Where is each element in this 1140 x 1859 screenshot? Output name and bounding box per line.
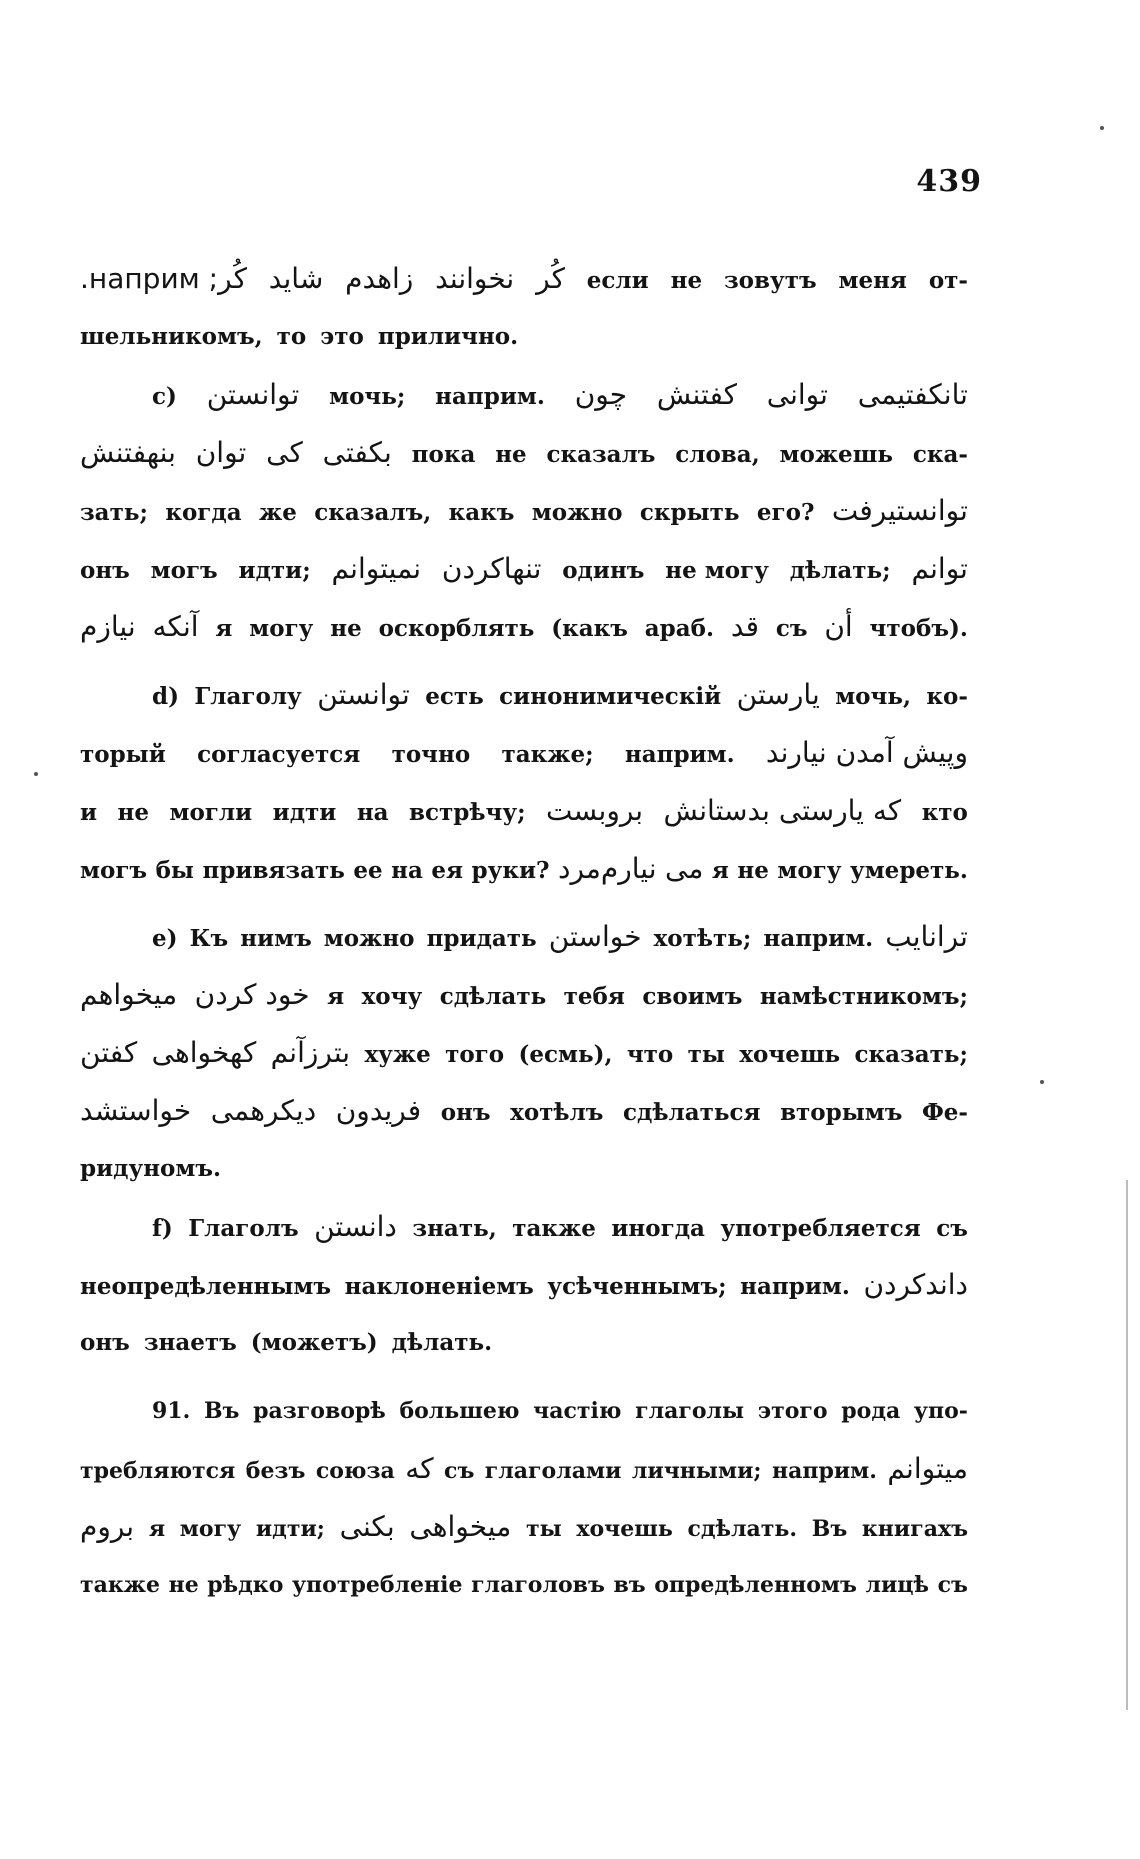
word: c)	[152, 383, 177, 410]
text-line	[80, 1140, 968, 1198]
word: мочь;	[329, 383, 406, 410]
word: хуже	[364, 1041, 431, 1068]
word: чтобъ).	[869, 615, 968, 642]
word: идти;	[238, 557, 311, 584]
word: не	[495, 441, 527, 468]
persian-word: کی	[266, 436, 303, 469]
word: руки?	[471, 857, 550, 884]
word: союза	[315, 1458, 395, 1484]
word: могу	[179, 1516, 242, 1542]
persian-word: که	[405, 1452, 434, 1485]
word: одинъ	[562, 557, 645, 584]
word: сказалъ	[546, 441, 656, 468]
word: на	[391, 857, 423, 884]
text-line	[80, 1198, 968, 1256]
word: я	[148, 1516, 166, 1542]
word: рода	[841, 1398, 901, 1424]
word: синонимическій	[499, 683, 722, 710]
word: не	[168, 1572, 199, 1598]
persian-word: بکفتی	[322, 436, 392, 469]
word: f)	[152, 1215, 173, 1242]
word: дѣлать.	[391, 1329, 493, 1356]
text-line	[80, 250, 968, 308]
persian-word: خواستن	[548, 920, 642, 953]
persian-word: ترانایب	[885, 920, 968, 953]
text-line	[80, 782, 968, 840]
word: наприм.	[771, 1458, 877, 1484]
persian-word: می	[665, 852, 704, 885]
word: встрѣчу;	[409, 799, 526, 826]
word: умереть.	[849, 857, 968, 884]
persian-word: وپیش آمدن نیارند	[765, 736, 968, 769]
persian-word: توانم	[911, 552, 968, 585]
persian-word: چون	[574, 378, 628, 411]
body-text	[80, 250, 968, 1614]
text-line	[80, 1082, 968, 1140]
text-line	[80, 366, 968, 424]
persian-word: تنهاکردن	[441, 552, 542, 585]
persian-word: کهخواهی	[151, 1036, 257, 1069]
word: требляются	[80, 1458, 236, 1484]
text-line	[80, 598, 968, 656]
word: можно	[531, 499, 623, 526]
word: съ	[936, 1215, 968, 1242]
text-line	[80, 308, 968, 366]
word: могъ	[80, 857, 148, 884]
word: какъ	[448, 499, 515, 526]
word: хотѣлъ	[510, 1099, 604, 1126]
word: не	[737, 857, 769, 884]
word: меня	[838, 267, 907, 294]
word: от-	[928, 267, 968, 294]
word: ридуномъ.	[80, 1155, 221, 1182]
persian-word: کُر	[536, 262, 565, 295]
word: неопредѣленнымъ	[80, 1273, 332, 1300]
word: то	[276, 323, 307, 350]
word: сказалъ,	[314, 499, 432, 526]
word: тебя	[563, 983, 625, 1010]
persian-word: فریدون	[335, 1094, 422, 1127]
text-line	[80, 424, 968, 482]
word: кто	[921, 799, 968, 826]
text-line	[80, 840, 968, 898]
word: бы	[155, 857, 194, 884]
word: могли	[169, 799, 253, 826]
word: онъ	[80, 1329, 130, 1356]
word: пока	[411, 441, 476, 468]
word: d)	[152, 683, 179, 710]
persian-word: میتوانم	[887, 1452, 968, 1485]
persian-word: کُر; наприм.	[80, 262, 247, 295]
word: что	[626, 1041, 674, 1068]
text-line	[80, 1314, 968, 1372]
word: также	[80, 1572, 160, 1598]
word: торый	[80, 741, 166, 768]
word: на	[356, 799, 389, 826]
word: Къ	[189, 925, 229, 952]
persian-word: یارستن	[736, 678, 820, 711]
word: араб.	[644, 615, 715, 642]
word: ты	[687, 1041, 725, 1068]
word: мочь,	[835, 683, 911, 710]
word: разговорѣ	[253, 1398, 386, 1424]
word: Глаголу	[194, 683, 302, 710]
word: есть	[425, 683, 484, 710]
word: это	[320, 323, 364, 350]
word: дѣлать;	[789, 557, 891, 584]
text-line	[80, 1556, 968, 1614]
word: наприм.	[740, 1273, 850, 1300]
persian-word: بروم	[80, 1510, 135, 1543]
word: я	[327, 983, 345, 1010]
persian-word: توان	[195, 436, 247, 469]
word: не	[670, 267, 703, 294]
persian-word: نخوانند	[435, 262, 515, 295]
persian-word: تانکفتیمی	[857, 378, 968, 411]
persian-word: کفتنش	[656, 378, 737, 411]
persian-word: زاهدم	[345, 262, 414, 295]
word: книгахъ	[861, 1516, 968, 1542]
text-line	[80, 724, 968, 782]
page-number: 439	[916, 164, 982, 199]
word: привязать	[202, 857, 345, 884]
persian-word: که یارستی بدستانش	[663, 794, 902, 827]
word: можно	[323, 925, 415, 952]
text-line	[80, 482, 968, 540]
persian-word: شاید	[268, 262, 324, 295]
text-line	[80, 540, 968, 598]
persian-word: داندکردن	[863, 1268, 968, 1301]
word: ска-	[912, 441, 968, 468]
word: наприм.	[763, 925, 874, 952]
word: хотѣть;	[653, 925, 752, 952]
word: не могу	[665, 557, 769, 584]
word: если	[586, 267, 649, 294]
text-line	[80, 966, 968, 1024]
persian-word: خواستشد	[80, 1094, 192, 1127]
persian-word: أن	[824, 610, 853, 643]
word: e)	[152, 925, 178, 952]
persian-word: توانستن	[317, 678, 410, 711]
persian-word: میخواهم	[80, 978, 178, 1011]
persian-word: کفتن	[80, 1036, 138, 1069]
persian-word: توانی	[766, 378, 828, 411]
word: зать;	[80, 499, 148, 526]
text-line	[80, 666, 968, 724]
page-edge-shadow	[1126, 1180, 1128, 1710]
word: прилично.	[377, 323, 519, 350]
word: могъ	[150, 557, 218, 584]
word: онъ	[80, 557, 130, 584]
word: сдѣлаться	[623, 1099, 761, 1126]
persian-word: خود کردن	[194, 978, 310, 1011]
word: своимъ	[642, 983, 743, 1010]
word: хочешь	[576, 1516, 673, 1542]
word: также;	[501, 741, 594, 768]
word: хочешь	[739, 1041, 841, 1068]
word: Глаголъ	[188, 1215, 299, 1242]
word: Въ	[811, 1516, 848, 1542]
word: личными;	[631, 1458, 762, 1484]
word: можешь	[779, 441, 894, 468]
word: того	[445, 1041, 505, 1068]
word: ты	[525, 1516, 562, 1542]
word: ко-	[926, 683, 968, 710]
word: же	[259, 499, 297, 526]
word: лицѣ	[865, 1572, 930, 1598]
word: точно	[391, 741, 471, 768]
word: онъ	[440, 1099, 491, 1126]
word: сказать;	[854, 1041, 968, 1068]
word: скрыть	[639, 499, 740, 526]
word: употребленіе	[291, 1572, 463, 1598]
word: безъ	[245, 1458, 306, 1484]
word: Фе-	[921, 1099, 968, 1126]
word: (можетъ)	[250, 1329, 378, 1356]
text-line	[80, 908, 968, 966]
persian-word: میخواهی	[409, 1510, 512, 1543]
word: слова,	[675, 441, 760, 468]
persian-word: دیکرهمی	[210, 1094, 317, 1127]
word: съ	[775, 615, 808, 642]
word: этого	[757, 1398, 828, 1424]
persian-word: بروبست	[546, 794, 644, 827]
word: частію	[533, 1398, 622, 1424]
word: наклоненіемъ	[344, 1273, 534, 1300]
word: съ	[937, 1572, 968, 1598]
persian-word: آنکه	[152, 610, 199, 643]
word: опредѣленномъ	[654, 1572, 857, 1598]
word: вторымъ	[780, 1099, 903, 1126]
word: ее	[353, 857, 383, 884]
word: усѣченнымъ;	[547, 1273, 727, 1300]
text-line	[80, 1440, 968, 1498]
word: нимъ	[240, 925, 312, 952]
word: могу	[249, 615, 314, 642]
persian-word: بنهفتنش	[80, 436, 176, 469]
word: сдѣлать	[439, 983, 547, 1010]
persian-word: نمیتوانم	[331, 552, 422, 585]
word: идти;	[255, 1516, 325, 1542]
word: и	[80, 799, 98, 826]
word: глаголы	[635, 1398, 745, 1424]
word: его?	[756, 499, 815, 526]
word: употребляется	[720, 1215, 921, 1242]
word: сдѣлать.	[687, 1516, 798, 1542]
word: оскорблять	[378, 615, 535, 642]
text-line	[80, 1382, 968, 1440]
word: съ	[444, 1458, 475, 1484]
word: наприм.	[435, 383, 545, 410]
persian-word: نیارم‌مرد	[557, 852, 657, 885]
word: Въ	[203, 1398, 240, 1424]
word: въ	[613, 1572, 646, 1598]
word: не	[117, 799, 149, 826]
print-speck	[34, 772, 38, 776]
word: я	[711, 857, 729, 884]
text-line	[80, 1498, 968, 1556]
word: не	[330, 615, 362, 642]
word: шельникомъ,	[80, 323, 263, 350]
word: зовутъ	[723, 267, 817, 294]
word: (какъ	[551, 615, 628, 642]
persian-word: توانستن	[206, 378, 300, 411]
word: могу	[777, 857, 842, 884]
word: иногда	[611, 1215, 705, 1242]
print-speck	[1040, 1080, 1044, 1084]
text-line	[80, 1256, 968, 1314]
word: также	[512, 1215, 596, 1242]
paragraph-gap	[80, 1372, 968, 1382]
word: намѣстникомъ;	[759, 983, 968, 1010]
persian-word: بترزآنم	[270, 1036, 351, 1069]
word: ея	[431, 857, 464, 884]
word: (есмь),	[518, 1041, 613, 1068]
word: глаголами	[484, 1458, 622, 1484]
word: 91.	[152, 1398, 191, 1424]
persian-word: توانستیرفت	[831, 494, 968, 527]
print-speck	[1100, 126, 1104, 130]
word: упо-	[913, 1398, 968, 1424]
word: придать	[426, 925, 537, 952]
word: наприм.	[624, 741, 735, 768]
word: я	[215, 615, 233, 642]
word: идти	[272, 799, 337, 826]
word: рѣдко	[207, 1572, 284, 1598]
persian-word: قد	[730, 610, 759, 643]
persian-word: بکنی	[339, 1510, 395, 1543]
word: знать,	[412, 1215, 497, 1242]
word: большею	[399, 1398, 520, 1424]
persian-word: نیازم	[80, 610, 136, 643]
word: когда	[165, 499, 242, 526]
word: знаетъ	[143, 1329, 237, 1356]
word: согласуется	[197, 741, 361, 768]
text-line	[80, 1024, 968, 1082]
word: хочу	[361, 983, 423, 1010]
word: глаголовъ	[471, 1572, 605, 1598]
persian-word: دانستن	[314, 1210, 397, 1243]
